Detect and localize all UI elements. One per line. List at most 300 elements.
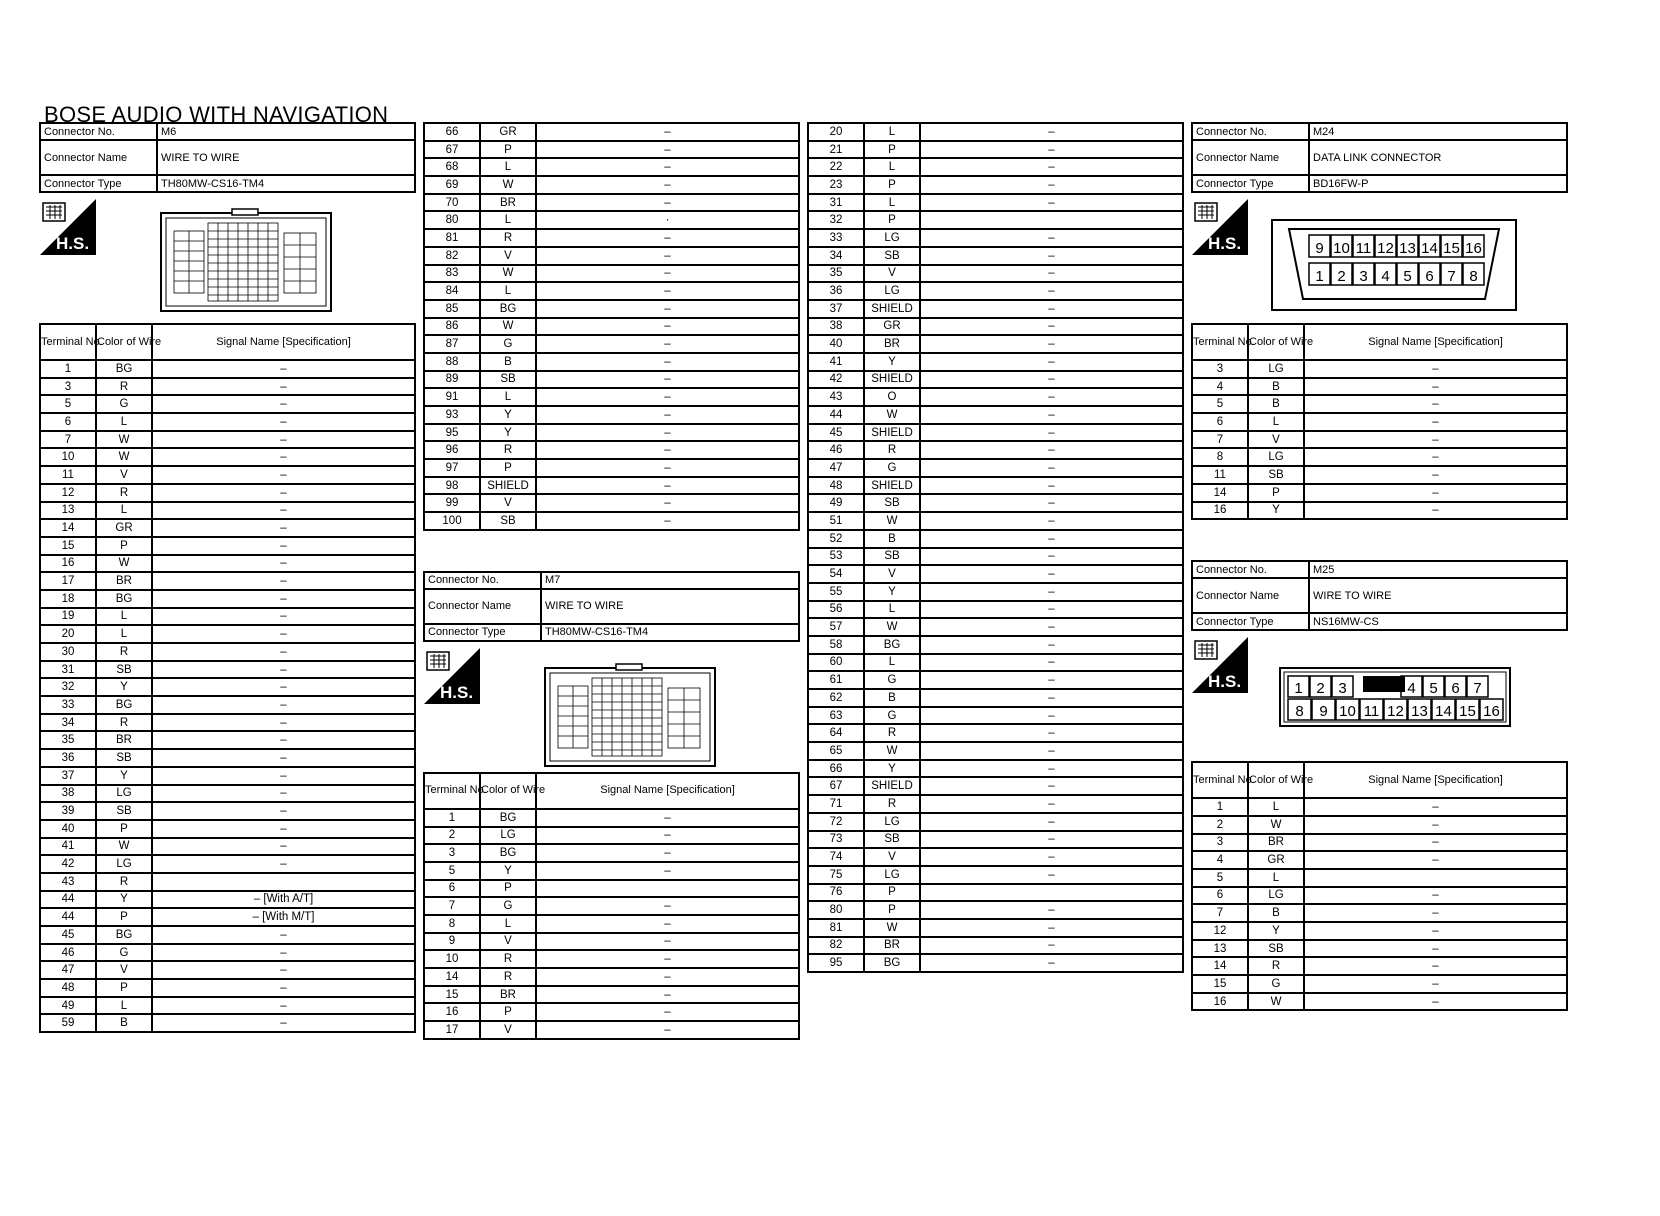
terminal-no-cell: 21 [808,141,864,159]
terminal-no-cell: 15 [424,986,480,1004]
table-row [1192,851,1567,869]
signal-name-cell: – [536,424,799,442]
table-row [1192,360,1567,378]
signal-name-cell: – [920,866,1183,884]
table-row [424,371,799,389]
signal-name-cell: – [536,494,799,512]
terminal-no-cell: 43 [808,388,864,406]
terminal-no-cell: 93 [424,406,480,424]
table-row [808,335,1183,353]
terminal-no-cell: 12 [40,484,96,502]
table-row [808,530,1183,548]
terminal-no-cell: 1 [40,360,96,378]
table-row [424,318,799,336]
table-row [1192,922,1567,940]
table-row [808,123,1183,141]
table-row [40,519,415,537]
wire-color-cell: SHIELD [864,424,920,442]
wire-color-cell: B [864,530,920,548]
table-row [40,395,415,413]
signal-name-cell: – [920,671,1183,689]
table-row [424,441,799,459]
wire-color-cell: P [96,537,152,555]
connector-name-label: Connector Name [1192,140,1309,175]
signal-name-cell: – [920,848,1183,866]
table-row [40,997,415,1015]
column-3 [807,122,1184,973]
color-of-wire-header: Color of Wire [1248,762,1304,798]
wire-color-cell: LG [96,855,152,873]
wire-color-cell: G [1248,975,1304,993]
terminal-no-cell: 6 [424,880,480,898]
harness-side-icon [1192,637,1248,693]
terminal-no-cell: 42 [40,855,96,873]
connector-no-value: M6 [157,123,415,140]
table-row [424,388,799,406]
table-row [808,813,1183,831]
wire-color-cell: SHIELD [864,300,920,318]
wire-color-cell: R [96,484,152,502]
connector-figure-row-m7 [423,642,800,772]
wire-color-cell: V [96,961,152,979]
wire-color-cell: BG [864,954,920,972]
table-row [808,494,1183,512]
signal-name-cell: – [920,300,1183,318]
wire-color-cell: W [96,448,152,466]
table-row [1192,413,1567,431]
wire-color-cell: G [480,897,536,915]
wire-color-cell: SHIELD [864,371,920,389]
terminal-no-cell: 11 [40,466,96,484]
signal-name-cell: – [920,176,1183,194]
terminal-no-cell: 34 [808,247,864,265]
terminal-no-cell: 51 [808,512,864,530]
terminal-no-cell: 4 [1192,378,1248,396]
signal-name-cell: – [920,406,1183,424]
wire-color-cell: P [96,908,152,926]
table-row [808,689,1183,707]
wire-color-cell: LG [864,229,920,247]
pin-number: 4 [1407,680,1416,698]
terminal-no-cell: 35 [40,731,96,749]
wire-color-cell: BR [480,194,536,212]
table-row [1192,466,1567,484]
terminal-table-m7-b [807,122,1184,973]
terminal-no-cell: 48 [808,477,864,495]
terminal-no-cell: 63 [808,707,864,725]
terminal-no-cell: 60 [808,654,864,672]
signal-name-cell: – [1304,502,1567,520]
terminal-no-cell: 9 [424,933,480,951]
signal-name-cell: – [536,371,799,389]
signal-name-cell: – [536,986,799,1004]
terminal-no-cell: 8 [424,915,480,933]
terminal-no-cell: 15 [40,537,96,555]
wire-color-cell: LG [96,785,152,803]
signal-name-cell: – [920,318,1183,336]
table-row [424,459,799,477]
signal-name-cell: – [920,742,1183,760]
terminal-no-cell: 14 [1192,957,1248,975]
wire-color-cell: R [480,441,536,459]
wire-color-cell: B [96,1014,152,1032]
pin-number: 6 [1425,268,1434,285]
terminal-no-cell: 68 [424,158,480,176]
signal-name-cell: – [With A/T] [152,891,415,909]
wire-color-cell: L [1248,413,1304,431]
terminal-no-cell: 45 [40,926,96,944]
table-row [1192,887,1567,905]
signal-name-cell: – [536,123,799,141]
wire-color-cell: LG [864,866,920,884]
wire-color-cell: Y [96,678,152,696]
terminal-no-cell: 67 [808,777,864,795]
table-row [1192,378,1567,396]
pin-number: 13 [1411,703,1428,721]
table-row [424,827,799,845]
table-row [40,625,415,643]
signal-name-cell: – [920,194,1183,212]
table-row [1192,484,1567,502]
connector-type-label: Connector Type [1192,613,1309,630]
terminal-no-cell: 83 [424,265,480,283]
terminal-no-cell: 37 [808,300,864,318]
terminal-no-cell: 13 [1192,940,1248,958]
wire-color-cell: L [480,915,536,933]
terminal-no-cell: 16 [1192,502,1248,520]
wire-color-cell: P [864,901,920,919]
table-row [808,565,1183,583]
table-row [40,678,415,696]
signal-name-cell: – [1304,413,1567,431]
table-row [808,901,1183,919]
terminal-no-cell: 56 [808,601,864,619]
wire-color-cell: P [480,141,536,159]
terminal-no-cell: 81 [808,919,864,937]
color-of-wire-header: Color of Wire [1248,324,1304,360]
signal-name-cell: – [920,724,1183,742]
terminal-no-cell: 84 [424,282,480,300]
terminal-no-cell: 36 [40,749,96,767]
signal-name-header: Signal Name [Specification] [1304,762,1567,798]
table-row [40,731,415,749]
table-row [424,968,799,986]
signal-name-cell: – [920,530,1183,548]
harness-side-icon [1192,199,1248,255]
table-row [424,176,799,194]
signal-name-cell: – [536,477,799,495]
terminal-no-cell: 35 [808,265,864,283]
wire-color-cell: G [96,944,152,962]
signal-name-cell: – [1304,904,1567,922]
terminal-no-cell: 82 [424,247,480,265]
table-row [424,494,799,512]
table-row [40,360,415,378]
terminal-no-cell: 40 [808,335,864,353]
table-row [424,211,799,229]
terminal-no-cell: 55 [808,583,864,601]
table-row [808,459,1183,477]
terminal-no-cell: 91 [424,388,480,406]
table-row [40,413,415,431]
pin-number: 7 [1473,680,1482,698]
table-row [40,378,415,396]
signal-name-cell: – [152,785,415,803]
signal-name-cell: – [152,395,415,413]
table-row [808,318,1183,336]
terminal-no-cell: 33 [40,696,96,714]
terminal-no-cell: 34 [40,714,96,732]
table-row [1192,448,1567,466]
pin-number: 11 [1355,240,1372,257]
wire-color-cell: L [480,158,536,176]
terminal-no-cell: 17 [424,1021,480,1039]
signal-name-cell: – [152,979,415,997]
signal-name-cell: – [536,353,799,371]
table-row [424,897,799,915]
table-row [424,406,799,424]
table-row [808,353,1183,371]
signal-name-cell: – [536,827,799,845]
wire-color-cell: P [864,141,920,159]
wire-color-cell: R [864,724,920,742]
terminal-no-header: Terminal No. [40,324,96,360]
wire-color-cell: B [1248,904,1304,922]
signal-name-cell [536,880,799,898]
wire-color-cell: SB [864,548,920,566]
terminal-no-cell: 73 [808,831,864,849]
table-row [808,548,1183,566]
wire-color-cell: G [864,671,920,689]
wire-color-cell: G [480,335,536,353]
wire-color-cell: P [864,211,920,229]
signal-name-cell: – [920,424,1183,442]
table-row [808,884,1183,902]
terminal-no-cell: 22 [808,158,864,176]
terminal-no-cell: 10 [424,950,480,968]
signal-name-cell: – [152,997,415,1015]
signal-name-cell: – [920,477,1183,495]
signal-name-cell: – [152,608,415,626]
terminal-no-cell: 20 [808,123,864,141]
signal-name-cell: – [920,813,1183,831]
connector-type-value: BD16FW-P [1309,175,1567,192]
signal-name-cell: · [536,211,799,229]
table-row [808,866,1183,884]
signal-name-cell: – [920,494,1183,512]
wire-color-cell: V [864,848,920,866]
wire-color-cell: BG [480,300,536,318]
table-row [40,873,415,891]
signal-name-cell: – [536,247,799,265]
table-row [808,742,1183,760]
table-row [424,1021,799,1039]
wire-color-cell: L [96,608,152,626]
table-row [40,502,415,520]
table-row [424,512,799,530]
terminal-no-cell: 3 [1192,360,1248,378]
signal-name-cell: – [920,583,1183,601]
terminal-no-cell: 38 [40,785,96,803]
wire-color-cell: L [480,388,536,406]
table-row [808,654,1183,672]
signal-name-cell: – [152,502,415,520]
wire-color-cell: W [864,618,920,636]
wire-color-cell: W [864,919,920,937]
wire-color-cell: W [864,406,920,424]
table-row [424,950,799,968]
signal-name-cell: – [920,636,1183,654]
terminal-no-cell: 66 [808,760,864,778]
terminal-no-cell: 47 [808,459,864,477]
pin-number: 5 [1429,680,1438,698]
signal-name-cell: – [920,919,1183,937]
connector-m6-face-icon [160,209,332,313]
terminal-no-cell: 2 [424,827,480,845]
table-row [808,282,1183,300]
terminal-no-cell: 41 [40,838,96,856]
signal-name-cell: – [920,459,1183,477]
terminal-no-cell: 30 [40,643,96,661]
table-row [1192,993,1567,1011]
terminal-no-cell: 44 [40,908,96,926]
table-row [808,919,1183,937]
terminal-no-cell: 80 [808,901,864,919]
signal-name-cell: – [920,618,1183,636]
hs-text: H.S. [440,682,474,702]
signal-name-cell: – [920,441,1183,459]
signal-name-cell: – [920,512,1183,530]
wire-color-cell: W [96,555,152,573]
signal-name-cell: – [1304,484,1567,502]
table-row [808,158,1183,176]
column-1 [39,122,416,1033]
table-row [40,696,415,714]
table-row [40,908,415,926]
signal-name-cell: – [920,123,1183,141]
wire-color-cell: LG [864,813,920,831]
terminal-no-cell: 70 [424,194,480,212]
signal-name-cell: – [920,831,1183,849]
wire-color-cell: R [96,714,152,732]
wire-color-cell: GR [96,519,152,537]
pin-number: 1 [1315,268,1324,285]
signal-name-cell: – [152,625,415,643]
hs-text: H.S. [1208,672,1242,692]
terminal-no-cell: 1 [424,809,480,827]
table-row [808,176,1183,194]
table-row [808,371,1183,389]
table-row [808,441,1183,459]
table-row [1192,431,1567,449]
signal-name-cell: – [536,897,799,915]
table-row [808,388,1183,406]
signal-name-header: Signal Name [Specification] [152,324,415,360]
table-row [40,431,415,449]
table-row [424,265,799,283]
wire-color-cell: B [1248,378,1304,396]
pin-number: 15 [1443,240,1460,257]
signal-name-cell [920,884,1183,902]
table-row [808,795,1183,813]
terminal-no-cell: 99 [424,494,480,512]
wire-color-cell: R [480,950,536,968]
connector-name-label: Connector Name [1192,578,1309,613]
signal-name-cell: – [536,335,799,353]
table-row [40,555,415,573]
wire-color-cell: R [864,795,920,813]
terminal-no-cell: 16 [1192,993,1248,1011]
wire-color-cell: Y [480,424,536,442]
terminal-no-cell: 65 [808,742,864,760]
table-row [424,844,799,862]
wire-color-cell: SB [864,494,920,512]
wire-color-cell: SB [480,512,536,530]
wire-color-cell: G [864,459,920,477]
table-row [808,636,1183,654]
pin-number: 13 [1399,240,1416,257]
wire-color-cell: GR [864,318,920,336]
terminal-no-cell: 61 [808,671,864,689]
terminal-table-m25 [1191,761,1568,1011]
signal-name-cell: – [152,590,415,608]
table-row [424,353,799,371]
wire-color-cell: W [1248,816,1304,834]
connector-no-label: Connector No. [1192,123,1309,140]
signal-name-cell: – [152,944,415,962]
wire-color-cell: Y [1248,502,1304,520]
connector-figure-row-m25 [1191,631,1568,761]
table-row [808,777,1183,795]
wire-color-cell: L [864,123,920,141]
signal-name-cell: – [920,654,1183,672]
signal-name-cell: – [152,661,415,679]
terminal-no-cell: 62 [808,689,864,707]
connector-type-label: Connector Type [40,175,157,192]
connector-name-value: WIRE TO WIRE [1309,578,1567,613]
table-row [1192,940,1567,958]
wire-color-cell: GR [1248,851,1304,869]
signal-name-cell: – [536,441,799,459]
terminal-no-cell: 39 [40,802,96,820]
connector-no-value: M25 [1309,561,1567,578]
wire-color-cell: L [1248,869,1304,887]
terminal-no-cell: 38 [808,318,864,336]
signal-name-cell: – [152,378,415,396]
table-row [40,484,415,502]
pin-number: 12 [1387,703,1404,721]
wire-color-cell: P [480,459,536,477]
wire-color-cell: G [864,707,920,725]
pin-number: 14 [1421,240,1438,257]
terminal-no-cell: 71 [808,795,864,813]
terminal-no-cell: 88 [424,353,480,371]
signal-name-cell: – [1304,431,1567,449]
data-link-connector-face-icon [1271,219,1517,311]
terminal-no-cell: 4 [1192,851,1248,869]
pin-number: 11 [1363,703,1380,721]
wire-color-cell: Y [864,760,920,778]
table-row [1192,869,1567,887]
pin-number: 2 [1337,268,1346,285]
signal-name-cell: – [536,915,799,933]
pin-number: 4 [1381,268,1390,285]
wire-color-cell: SB [96,749,152,767]
terminal-no-cell: 3 [1192,834,1248,852]
terminal-no-cell: 15 [1192,975,1248,993]
terminal-no-cell: 75 [808,866,864,884]
wire-color-cell: R [96,643,152,661]
